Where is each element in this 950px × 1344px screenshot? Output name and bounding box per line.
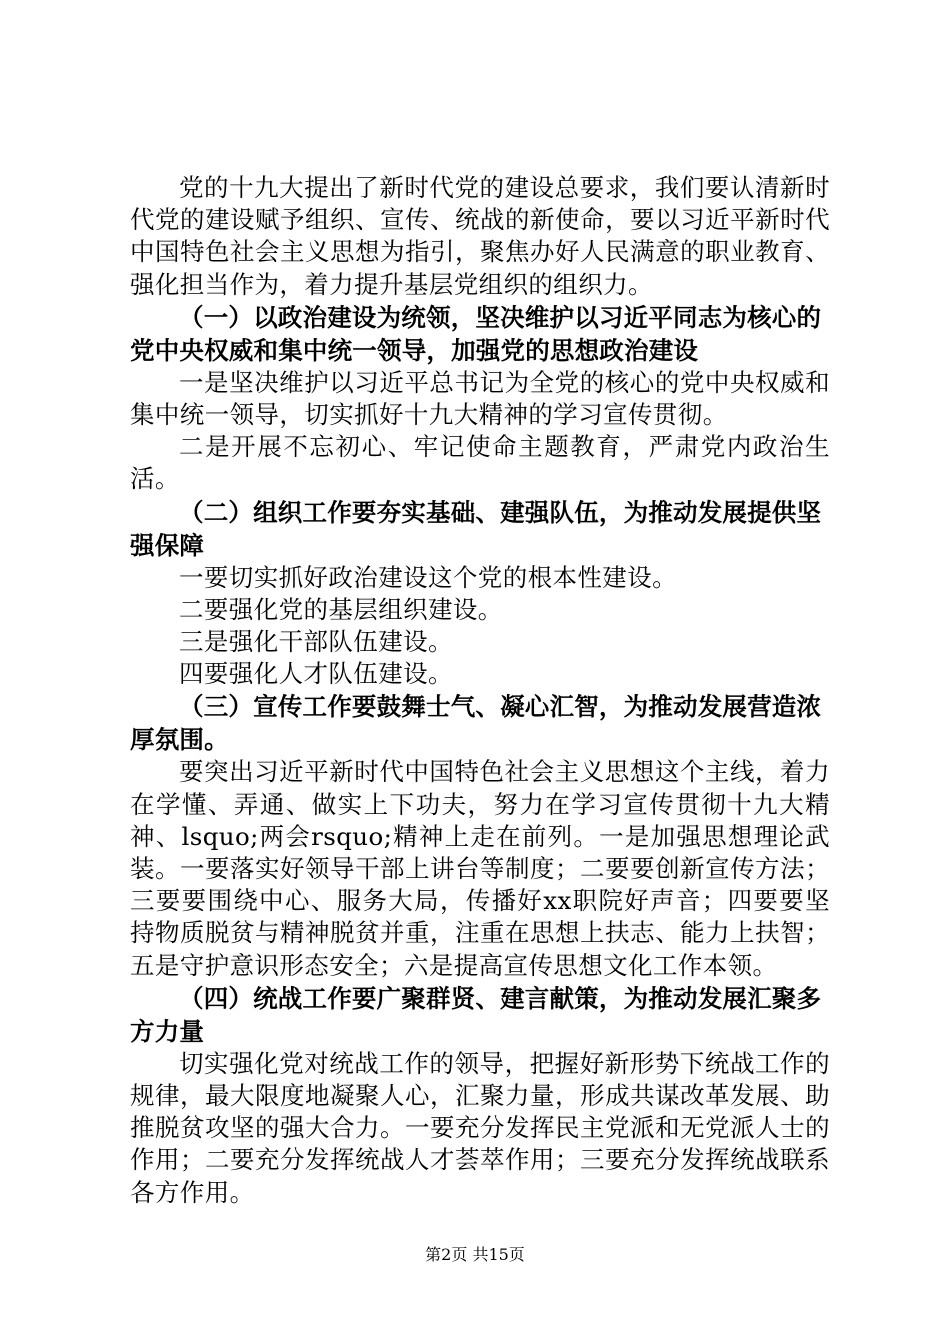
- section-2-item-4: 四要强化人才队伍建设。: [179, 659, 453, 689]
- section-2-item-2: 二要强化党的基层组织建设。: [179, 594, 503, 624]
- section-heading-1: （一）以政治建设为统领，坚决维护以习近平同志为核心的党中央权威和集中统一领导，加强党的思想政治建设: [130, 302, 822, 365]
- page-footer: [0, 1242, 950, 1265]
- section-4-paragraph: 切实强化党对统战工作的领导，把握好新形势下统战工作的规律，最大限度地凝聚人心，汇聚力量，形成共谋改革发展、助推脱贫攻坚的强大合力。一要充分发挥民主党派和无党派人士的作用；二要充分发挥统战人才荟萃作用；三要充分发挥统战联系各方作用。: [130, 1048, 830, 1207]
- section-1-item-2: 二是开展不忘初心、牢记使命主题教育，严肃党内政治生活。: [130, 432, 830, 494]
- document-body: [130, 172, 830, 1209]
- section-heading-2: （二）组织工作要夯实基础、建强队伍，为推动发展提供坚强保障: [130, 497, 822, 560]
- section-1-item-1: 一是坚决维护以习近平总书记为全党的核心的党中央权威和集中统一领导，切实抓好十九大精神的学习宣传贯彻。: [130, 367, 830, 430]
- section-heading-4: （四）统战工作要广聚群贤、建言献策，为推动发展汇聚多方力量: [130, 983, 822, 1046]
- page-number-label: 第2页 共15页: [425, 1245, 525, 1264]
- section-2-item-3: 三是强化干部队伍建设。: [179, 627, 453, 657]
- section-2-item-1: 一要切实抓好政治建设这个党的根本性建设。: [179, 562, 677, 592]
- section-heading-3: （三）宣传工作要鼓舞士气、凝心汇智，为推动发展营造浓厚氛围。: [130, 692, 822, 755]
- intro-paragraph: 党的十九大提出了新时代党的建设总要求，我们要认清新时代党的建设赋予组织、宣传、统战的新使命，要以习近平新时代中国特色社会主义思想为指引，聚焦办好人民满意的职业教育、强化担当作为，着力提升基层党组织的组织力。: [130, 173, 830, 299]
- section-3-paragraph: 要突出习近平新时代中国特色社会主义思想这个主线，着力在学懂、弄通、做实上下功夫，努力在学习宣传贯彻十九大精神、lsquo;两会rsquo;精神上走在前列。一是加强思想理论武装。一要落实好领导干部上讲台等制度；二要要创新宣传方法；三要要围绕中心、服务大局，传播好xx职院好声音；四要要坚持物质脱贫与精神脱贫并重，注重在思想上扶志、能力上扶智；五是守护意识形态安全；六是提高宣传思想文化工作本领。: [130, 757, 830, 980]
